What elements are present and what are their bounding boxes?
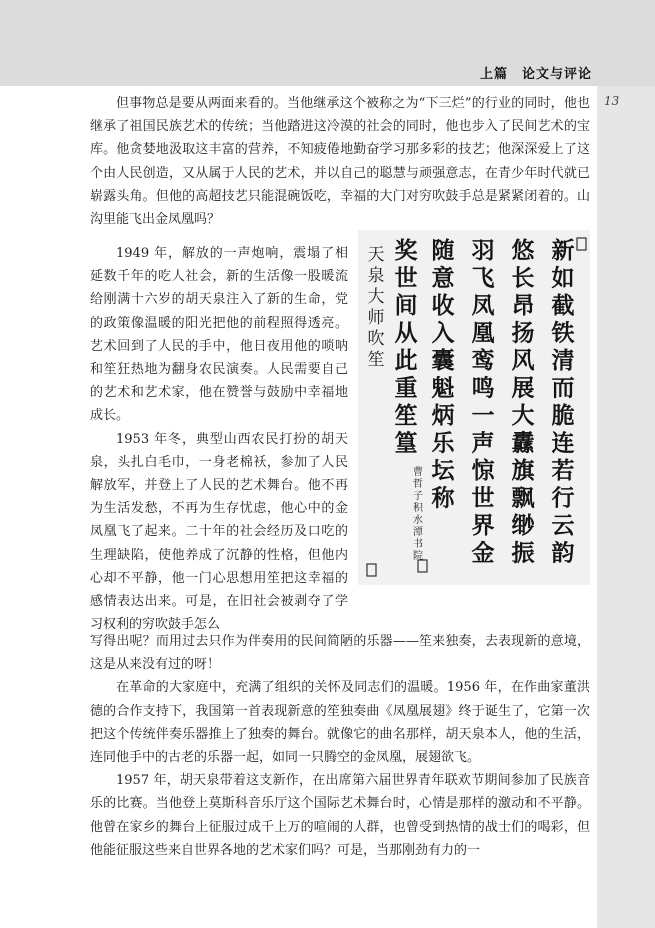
calligraphy-char: 惊 [471, 457, 495, 484]
paragraph-intro: 但事物总是要从两面来看的。当他继承这个被称之为“下三烂”的行业的同时，他也继承了祖国民族艺术的传统；当他踏进这冷漠的社会的同时，他也步入了民间艺术的宝库。他贪婪地汲取这丰富的营养，不知疲倦地勤奋学习那多彩的技艺；他深深爱上了这个由人民创造，又从属于人民的艺术，并以自己的聪慧与顽强意志，在青少年时代就已崭露头角。但他的高超技艺只能混碗饭吃，幸福的大门对穷吹鼓手总是紧紧闭着的。山沟里能飞出金凤凰吗？ [90, 96, 590, 228]
calligraphy-char: 如 [551, 264, 575, 292]
calligraphy-char: 鸣 [471, 374, 495, 402]
calligraphy-char: 收 [431, 292, 455, 319]
calligraphy-char: 连 [551, 429, 575, 457]
inscription-char: 吹 [367, 329, 385, 349]
calligraphy-char: 囊 [431, 347, 455, 374]
calligraphy-char: 截 [551, 292, 575, 319]
calligraphy-char: 韵 [551, 539, 575, 567]
inscription-char: 笙 [367, 350, 385, 370]
page-margin-tab [597, 86, 655, 928]
inscription-char: 潭 [413, 527, 423, 538]
calligraphy-char: 振 [511, 539, 535, 567]
calligraphy-char: 世 [394, 264, 418, 292]
inscription-char: 积 [413, 503, 423, 514]
inscription-char: 子 [413, 491, 423, 502]
calligraphy-char: 声 [471, 429, 495, 457]
calligraphy-char: 乐 [431, 429, 455, 457]
inscription-char: 曹 [413, 467, 423, 478]
inscription-char: 大 [367, 287, 385, 307]
calligraphy-char: 界 [471, 512, 495, 539]
calligraphy-char: 清 [551, 347, 575, 374]
paragraph-1953: 1953 年冬，典型山西农民打扮的胡天泉，头扎白毛巾，一身老棉袄，参加了人民解放军，并登上了人民的艺术舞台。他不再为生活发愁，不再为生存忧虑，他心中的金凤凰飞了起来。二十年的社会经历及口吃的生理缺陷，使他养成了沉静的性格，但他内心却不平静，他一门心思想用笙把这幸福的感情表达出来。可是，在旧社会被剥夺了学习权利的穷吹鼓手怎么 [90, 431, 348, 633]
calligraphy-char: 新 [551, 237, 575, 264]
calligraphy-char: 纛 [511, 429, 535, 457]
inscription-char: 书 [413, 539, 423, 550]
calligraphy-char: 行 [551, 484, 575, 512]
calligraphy-char: 昂 [511, 292, 535, 319]
calligraphy-char: 一 [471, 402, 495, 429]
calligraphy-char: 扬 [511, 319, 535, 347]
calligraphy-char: 凤 [471, 292, 495, 319]
calligraphy-char: 飘 [511, 484, 535, 512]
calligraphy-char: 风 [511, 347, 535, 374]
calligraphy-char: 长 [511, 264, 535, 292]
calligraphy-char: 魁 [431, 374, 455, 402]
calligraphy-char: 从 [394, 319, 418, 347]
calligraphy-char: 此 [394, 347, 418, 374]
calligraphy-char: 奖 [394, 237, 418, 264]
calligraphy-char: 凰 [471, 319, 495, 347]
article-left-column [90, 242, 348, 636]
paragraph-1953-continued: 写得出呢？而用过去只作为伴奏用的民间简陋的乐器——笙来独奏，去表现新的意境，这是从来没有过的呀！ [90, 634, 590, 673]
calligraphy-char: 炳 [431, 402, 455, 429]
calligraphy-image [358, 230, 590, 585]
seal-stamp [367, 564, 376, 576]
page-number: 13 [604, 94, 620, 108]
calligraphy-char: 展 [511, 374, 535, 402]
inscription-char: 师 [367, 308, 385, 328]
inscription-char: 哲 [413, 479, 423, 490]
calligraphy-char: 缈 [511, 512, 535, 539]
paragraph-1957: 1957 年，胡天泉带着这支新作，在出席第六届世界青年联欢节期间参加了民族音乐的比赛。当他登上莫斯科音乐厅这个国际艺术舞台时，心情是那样的激动和不平静。他曾在家乡的舞台上征服过成千上万的喧闹的人群，也曾受到热情的战士们的喝彩，但他能征服这些来自世界各地的艺术家们吗？可是，当那刚劲有力的一 [90, 773, 590, 858]
article-continued [90, 630, 590, 862]
calligraphy-char: 旗 [511, 457, 535, 484]
article-intro [90, 92, 590, 231]
calligraphy-char: 重 [394, 374, 418, 402]
calligraphy-char: 云 [551, 512, 575, 539]
calligraphy-char: 意 [431, 264, 455, 292]
calligraphy-char: 篁 [394, 429, 418, 457]
calligraphy-char: 飞 [471, 264, 495, 292]
inscription-char: 泉 [367, 266, 385, 286]
calligraphy-char: 笙 [394, 402, 418, 429]
calligraphy-char: 若 [551, 457, 575, 484]
seal-stamp [577, 238, 586, 250]
calligraphy-char: 脆 [551, 402, 575, 429]
calligraphy-char: 坛 [431, 457, 455, 484]
calligraphy-char: 入 [431, 319, 455, 347]
calligraphy-char: 金 [471, 539, 495, 567]
inscription-char: 院 [413, 551, 423, 562]
calligraphy-char: 间 [394, 292, 418, 319]
calligraphy-char: 羽 [471, 237, 495, 264]
calligraphy-char: 而 [551, 374, 575, 402]
inscription-char: 水 [413, 515, 423, 526]
paragraph-1949: 1949 年，解放的一声炮响，震塌了相延数千年的吃人社会，新的生活像一股暖流给刚满十六岁的胡天泉注入了新的生命，党的政策像温暖的阳光把他的前程照得透亮。艺术回到了人民的手中，他日夜用他的唢呐和笙狂热地为翻身农民演奏。人民需要自己的艺术和艺术家，他在赞誉与鼓励中幸福地成长。 [90, 246, 348, 424]
inscription-char: 天 [367, 245, 385, 265]
section-title: 上篇 论文与评论 [480, 67, 593, 82]
calligraphy-char: 悠 [511, 237, 535, 264]
calligraphy-char: 世 [471, 484, 495, 512]
calligraphy-char: 大 [511, 402, 535, 429]
calligraphy-char: 鸾 [471, 347, 495, 374]
calligraphy-char: 称 [431, 484, 455, 512]
calligraphy-char: 铁 [551, 319, 575, 347]
calligraphy-char: 随 [431, 237, 455, 264]
paragraph-1956: 在革命的大家庭中，充满了组织的关怀及同志们的温暖。1956 年，在作曲家董洪德的合作支持下，我国第一首表现新意的笙独奏曲《凤凰展翅》终于诞生了，它第一次把这个传统伴奏乐器推上了独奏的舞台。就像它的曲名那样，胡天泉本人，他的生活，连同他手中的古老的乐器一起，如同一只腾空的金凤凰，展翅欲飞。 [90, 680, 590, 766]
